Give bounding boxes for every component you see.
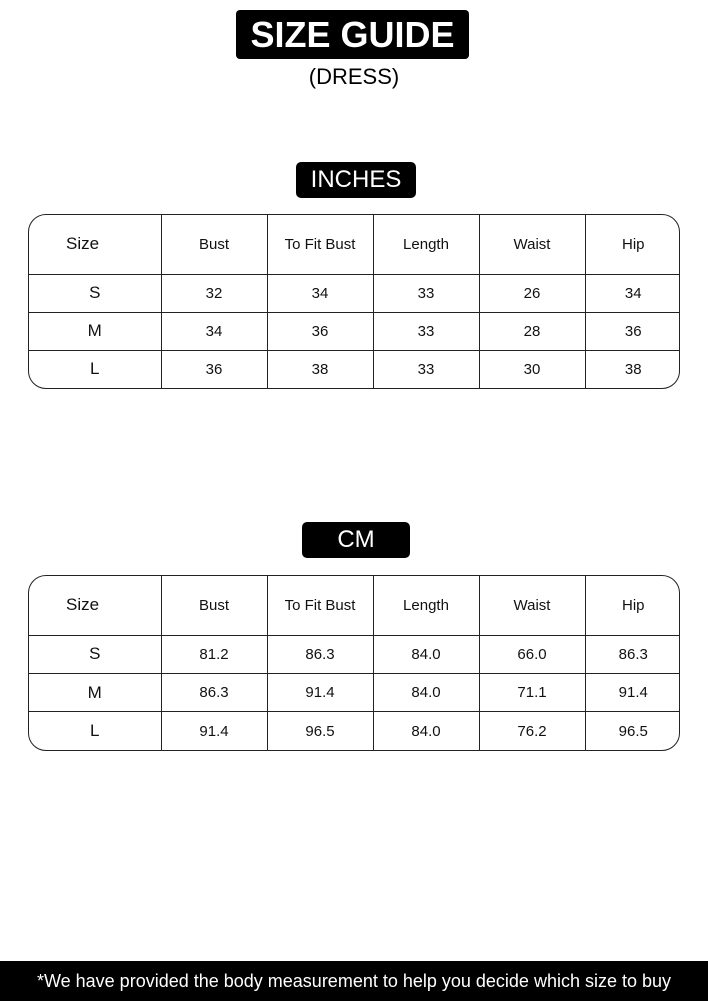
table-row	[29, 674, 680, 712]
table-header-row	[29, 215, 680, 274]
hip-cell: 86.3	[585, 635, 680, 673]
waist-cell: 28	[479, 312, 585, 350]
column-header-length: Length	[373, 576, 479, 635]
size-cell: S	[29, 635, 161, 673]
cm-size-table	[28, 575, 680, 751]
length-cell: 33	[373, 274, 479, 312]
to-fit-bust-cell: 91.4	[267, 674, 373, 712]
column-header-hip: Hip	[585, 576, 680, 635]
cm-section-label: CM	[302, 522, 410, 558]
table-row	[29, 274, 680, 312]
waist-cell: 71.1	[479, 674, 585, 712]
length-cell: 33	[373, 350, 479, 388]
to-fit-bust-cell: 38	[267, 350, 373, 388]
size-cell: S	[29, 274, 161, 312]
hip-cell: 96.5	[618, 722, 648, 740]
garment-subtitle: (DRESS)	[308, 64, 400, 89]
waist-cell: 76.2	[479, 712, 585, 750]
column-header-size: Size	[29, 576, 161, 635]
to-fit-bust-cell: 34	[267, 274, 373, 312]
footer-note: *We have provided the body measurement to help you decide which size to buy	[0, 961, 708, 1001]
size-cell: L	[29, 712, 161, 750]
hip-cell: 91.4	[585, 674, 680, 712]
length-cell: 84.0	[373, 635, 479, 673]
table-row	[29, 350, 680, 388]
inches-section-label: INCHES	[296, 162, 416, 198]
waist-cell: 26	[479, 274, 585, 312]
bust-cell: 86.3	[161, 674, 267, 712]
column-header-length: Length	[373, 215, 479, 274]
bust-cell: 36	[161, 350, 267, 388]
column-header-to-fit-bust: To Fit Bust	[267, 576, 373, 635]
size-cell: M	[29, 674, 161, 712]
bust-cell: 91.4	[161, 712, 267, 750]
table-row	[29, 635, 680, 673]
size-cell: M	[29, 312, 161, 350]
bust-cell: 34	[161, 312, 267, 350]
column-header-bust: Bust	[161, 215, 267, 274]
table-row	[29, 312, 680, 350]
to-fit-bust-cell: 86.3	[267, 635, 373, 673]
column-header-to-fit-bust: To Fit Bust	[267, 215, 373, 274]
size-cell: L	[29, 350, 161, 388]
to-fit-bust-cell: 36	[267, 312, 373, 350]
column-header-hip: Hip	[585, 215, 680, 274]
size-guide-title: SIZE GUIDE	[236, 10, 469, 59]
column-header-bust: Bust	[161, 576, 267, 635]
hip-cell: 36	[585, 312, 680, 350]
to-fit-bust-cell: 96.5	[267, 712, 373, 750]
length-cell: 84.0	[373, 674, 479, 712]
length-cell: 33	[373, 312, 479, 350]
waist-cell: 66.0	[479, 635, 585, 673]
bust-cell: 81.2	[161, 635, 267, 673]
table-header-row	[29, 576, 680, 635]
column-header-waist: Waist	[479, 215, 585, 274]
hip-cell: 34	[585, 274, 680, 312]
column-header-waist: Waist	[479, 576, 585, 635]
hip-cell: 38	[624, 360, 642, 378]
table-row	[29, 712, 680, 750]
inches-size-table	[28, 214, 680, 389]
length-cell: 84.0	[373, 712, 479, 750]
bust-cell: 32	[161, 274, 267, 312]
waist-cell: 30	[479, 350, 585, 388]
column-header-size: Size	[29, 215, 161, 274]
